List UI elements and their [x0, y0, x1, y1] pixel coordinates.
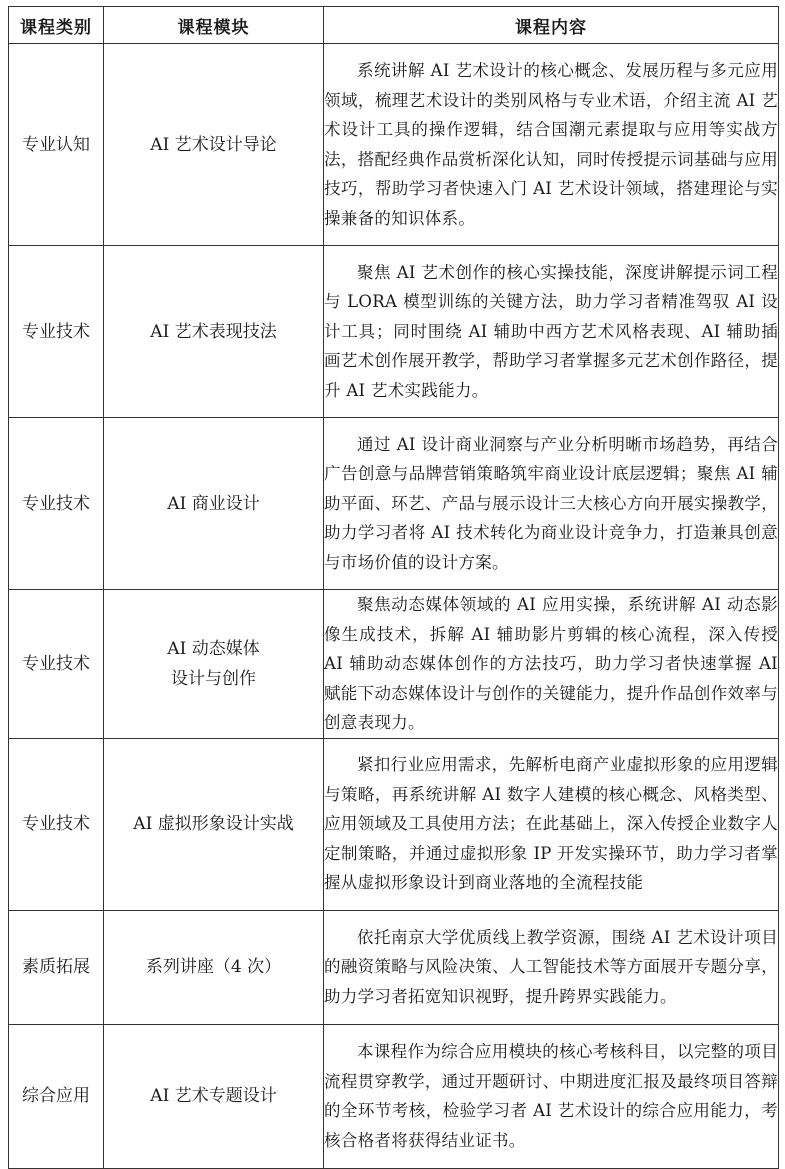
- table-row: [9, 1024, 779, 1168]
- table-row: [9, 738, 779, 910]
- table-row: [9, 590, 779, 739]
- header-module: 课程模块: [104, 7, 324, 44]
- row-content: 聚焦动态媒体领域的 AI 应用实操，系统讲解 AI 动态影像生成技术，拆解 AI 辅助影片剪辑的核心流程，深入传授 AI 辅助动态媒体创作的方法技巧，助力学习者快速掌握 AI 赋能下动态媒体设计与创作的关键能力，提升作品创作效率与创意表现力。: [324, 590, 779, 739]
- row-content: 紧扣行业应用需求，先解析电商产业虚拟形象的应用逻辑与策略，再系统讲解 AI 数字人建模的核心概念、风格类型、应用领域及工具使用方法；在此基础上，深入传授企业数字人定制策略，并通过虚拟形象 IP 开发实操环节，助力学习者掌握从虚拟形象设计到商业落地的全流程技能: [324, 738, 779, 910]
- row-content: 本课程作为综合应用模块的核心考核科目，以完整的项目流程贯穿教学，通过开题研讨、中期进度汇报及最终项目答辩的全环节考核，检验学习者 AI 艺术设计的综合应用能力，考核合格者将获得结业证书。: [324, 1024, 779, 1168]
- module-line: 系列讲座（4 次）: [145, 957, 282, 977]
- row-category: 综合应用: [9, 1024, 104, 1168]
- row-content: 聚焦 AI 艺术创作的核心实操技能，深度讲解提示词工程与 LORA 模型训练的关键方法，助力学习者精准驾驭 AI 设计工具；同时围绕 AI 辅助中西方艺术风格表现、AI 辅助插画艺术创作展开教学，帮助学习者掌握多元艺术创作路径，提升 AI 艺术实践能力。: [324, 246, 779, 418]
- header-category: 课程类别: [9, 7, 104, 44]
- table-row: [9, 44, 779, 246]
- curriculum-table: [8, 6, 779, 1169]
- row-module: [104, 738, 324, 910]
- row-category: 专业认知: [9, 44, 104, 246]
- row-module: [104, 590, 324, 739]
- table-row: [9, 418, 779, 590]
- row-category: 素质拓展: [9, 910, 104, 1024]
- table-row: [9, 246, 779, 418]
- row-module: [104, 246, 324, 418]
- module-line: AI 艺术专题设计: [150, 1086, 277, 1106]
- row-module: [104, 418, 324, 590]
- table-row: [9, 910, 779, 1024]
- module-line: AI 商业设计: [167, 493, 260, 514]
- header-content: 课程内容: [324, 7, 779, 44]
- row-content: 通过 AI 设计商业洞察与产业分析明晰市场趋势，再结合广告创意与品牌营销策略筑牢商业设计底层逻辑；聚焦 AI 辅助平面、环艺、产品与展示设计三大核心方向开展实操教学，助力学习者将 AI 技术转化为商业设计竞争力，打造兼具创意与市场价值的设计方案。: [324, 418, 779, 590]
- module-line: AI 艺术表现技法: [150, 321, 277, 342]
- module-line: AI 虚拟形象设计实战: [133, 814, 294, 834]
- row-content: 系统讲解 AI 艺术设计的核心概念、发展历程与多元应用领域，梳理艺术设计的类别风格与专业术语，介绍主流 AI 艺术设计工具的操作逻辑，结合国潮元素提取与应用等实战方法，搭配经典作品赏析深化认知，同时传授提示词基础与应用技巧，帮助学习者快速入门 AI 艺术设计领域，搭建理论与实操兼备的知识体系。: [324, 44, 779, 246]
- row-category: 专业技术: [9, 246, 104, 418]
- row-category: 专业技术: [9, 418, 104, 590]
- module-line: AI 艺术设计导论: [150, 134, 277, 155]
- row-content: 依托南京大学优质线上教学资源，围绕 AI 艺术设计项目的融资策略与风险决策、人工智能技术等方面展开专题分享，助力学习者拓宽知识视野，提升跨界实践能力。: [324, 910, 779, 1024]
- row-module: [104, 910, 324, 1024]
- row-category: 专业技术: [9, 738, 104, 910]
- module-line: AI 动态媒体: [167, 638, 260, 659]
- row-category: 专业技术: [9, 590, 104, 739]
- row-module: [104, 1024, 324, 1168]
- module-line: 设计与创作: [171, 668, 256, 689]
- header-row: [9, 7, 779, 44]
- row-module: [104, 44, 324, 246]
